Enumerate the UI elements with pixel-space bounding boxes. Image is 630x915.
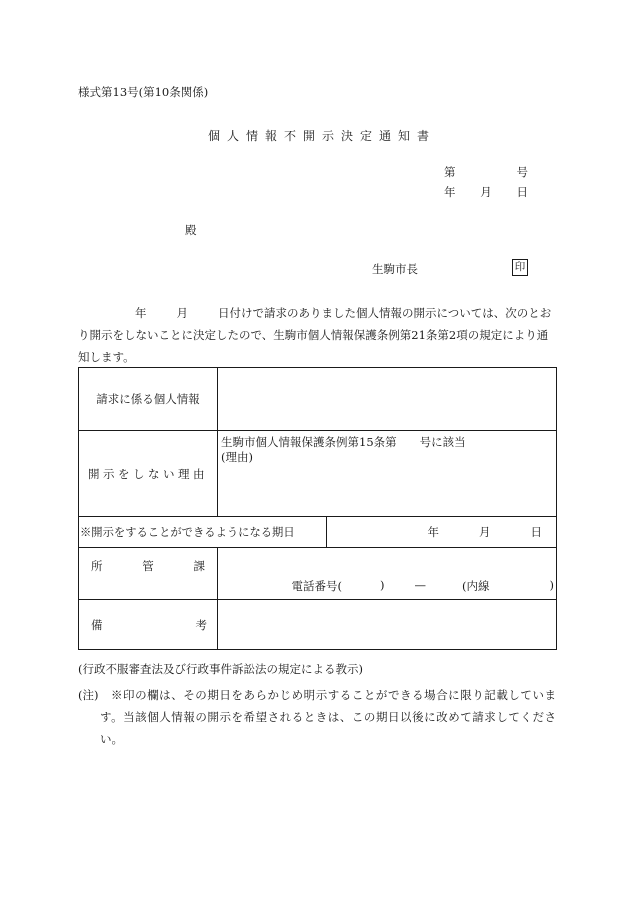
department-label-char-1: 所 xyxy=(91,559,103,573)
extension-label: (内線 xyxy=(462,579,490,593)
note-head: (注) xyxy=(78,688,99,702)
document-number-prefix: 第 xyxy=(444,165,456,179)
body-year: 年 xyxy=(135,306,147,320)
department-label-char-3: 課 xyxy=(193,559,205,573)
table-row xyxy=(79,368,557,431)
phone-close: ) xyxy=(380,578,385,592)
note-text: ※印の欄は、その期日をあらかじめ明示することができる場合に限り記載しています。当該個人情報の開示を希望されるときは、この期日以後に改めて請求してください。 xyxy=(100,688,556,746)
remarks-label-char-2: 考 xyxy=(195,617,207,632)
table-row xyxy=(79,600,557,650)
reason-paren: (理由) xyxy=(221,450,253,464)
remarks-label xyxy=(79,600,218,650)
issue-date xyxy=(444,184,528,200)
appeal-instruction: (行政不服審査法及び行政事件訴訟法の規定による教示) xyxy=(78,662,363,676)
decision-table xyxy=(78,367,557,650)
addressee-suffix: 殿 xyxy=(185,223,197,237)
body-text-b: り開示をしないことに決定したので、生駒市個人情報保護条例第21条第2項の規定により通 xyxy=(78,328,549,342)
remarks-label-char-1: 備 xyxy=(91,617,103,632)
period-year: 年 xyxy=(427,525,439,539)
seal-mark: 印 xyxy=(512,259,528,276)
issue-date-year: 年 xyxy=(444,185,456,199)
issue-date-month: 月 xyxy=(480,185,492,199)
form-number: 様式第13号(第10条関係) xyxy=(78,85,209,99)
table-row xyxy=(79,517,557,548)
non-disclosure-reason-field[interactable] xyxy=(218,431,557,517)
period-day: 日 xyxy=(530,525,542,539)
non-disclosure-reason-label: 開示をしない理由 xyxy=(79,431,218,517)
body-text-c: 知します。 xyxy=(78,350,135,364)
body-paragraph xyxy=(78,302,552,368)
document-title: 個人情報不開示決定通知書 xyxy=(207,129,436,143)
phone-dash: — xyxy=(414,578,426,592)
table-row xyxy=(79,431,557,517)
disclosable-period-field[interactable] xyxy=(327,517,557,548)
department-field[interactable] xyxy=(218,548,557,600)
body-month: 月 xyxy=(176,306,188,320)
document-number-suffix: 号 xyxy=(516,165,528,179)
sender-name: 生駒市長 xyxy=(372,262,418,276)
period-month: 月 xyxy=(479,525,491,539)
requested-info-label: 請求に係る個人情報 xyxy=(79,368,218,431)
issue-date-day: 日 xyxy=(516,185,528,199)
department-label xyxy=(79,548,218,600)
phone-label: 電話番号( xyxy=(291,579,342,593)
reason-clause: 生駒市個人情報保護条例第15条第 号に該当 xyxy=(221,435,466,449)
requested-info-field[interactable] xyxy=(218,368,557,431)
extension-close: ) xyxy=(549,578,554,592)
document-number xyxy=(444,164,528,180)
department-label-char-2: 管 xyxy=(142,559,154,573)
table-row xyxy=(79,548,557,600)
phone-line xyxy=(218,548,556,594)
body-text-a: 日付けで請求のありました個人情報の開示については、次のとお xyxy=(218,306,552,320)
disclosable-period-label: ※開示をすることができるようになる期日 xyxy=(79,517,327,548)
remarks-field[interactable] xyxy=(218,600,557,650)
